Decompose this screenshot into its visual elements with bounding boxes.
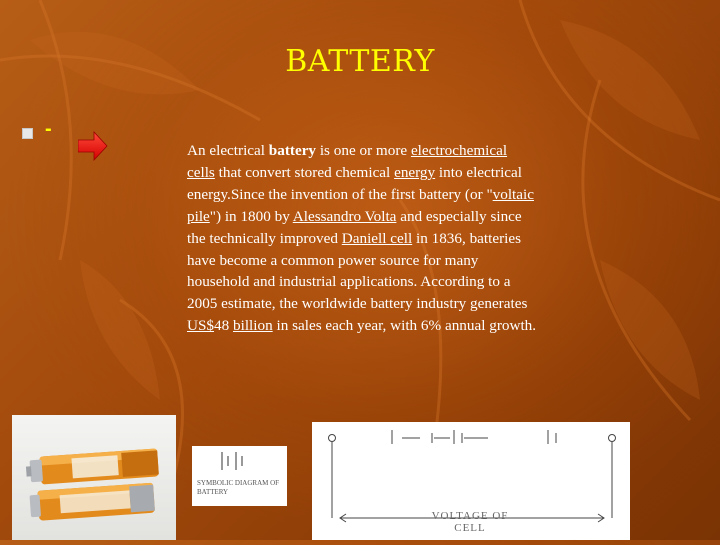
red-arrow-icon bbox=[78, 131, 108, 161]
symbolic-diagram-caption: SYMBOLIC DIAGRAM OF BATTERY bbox=[197, 479, 280, 496]
battery-cells-icon bbox=[12, 415, 176, 540]
batteries-photo bbox=[12, 415, 176, 540]
voltage-circuit-diagram bbox=[312, 422, 630, 540]
bullet-dash: - bbox=[45, 118, 52, 140]
paragraph-text: that convert stored chemical bbox=[214, 163, 395, 181]
paragraph-text: 48 bbox=[214, 317, 233, 335]
paragraph-text: is one or more bbox=[316, 142, 411, 159]
paragraph-text: in sales each year, with 6% annual growth. bbox=[272, 317, 537, 335]
paragraph-text: into electrical energy.Since the invention of the first battery (or " bbox=[187, 163, 522, 203]
paragraph-text: and especially since the technically improved bbox=[187, 207, 522, 247]
paragraph-link[interactable]: Daniell cell bbox=[341, 229, 413, 247]
symbolic-battery-diagram bbox=[192, 446, 287, 506]
voltage-caption: VOLTAGE OF CELL bbox=[431, 510, 509, 534]
battery-description-paragraph bbox=[187, 140, 537, 337]
paragraph-text: An electrical bbox=[187, 142, 269, 159]
paragraph-link[interactable]: Alessandro Volta bbox=[292, 207, 397, 225]
bullet-square-icon bbox=[22, 128, 33, 139]
paragraph-link[interactable]: billion bbox=[233, 317, 273, 335]
paragraph-text: ") in 1800 by bbox=[209, 207, 293, 225]
paragraph-bold-term: battery bbox=[268, 142, 317, 159]
paragraph-text: in 1836, batteries have become a common power source for many household and industrial applications. According to a 2005 estimate, the worldwide battery industry generates bbox=[187, 229, 528, 313]
paragraph-link[interactable]: US$ bbox=[187, 317, 215, 335]
battery-symbol-icon bbox=[192, 446, 287, 476]
paragraph-link[interactable]: voltaic pile bbox=[187, 185, 534, 225]
paragraph-link[interactable]: energy bbox=[394, 163, 436, 181]
slide-title: BATTERY bbox=[285, 44, 435, 79]
paragraph-link[interactable]: electrochemical cells bbox=[187, 142, 508, 181]
